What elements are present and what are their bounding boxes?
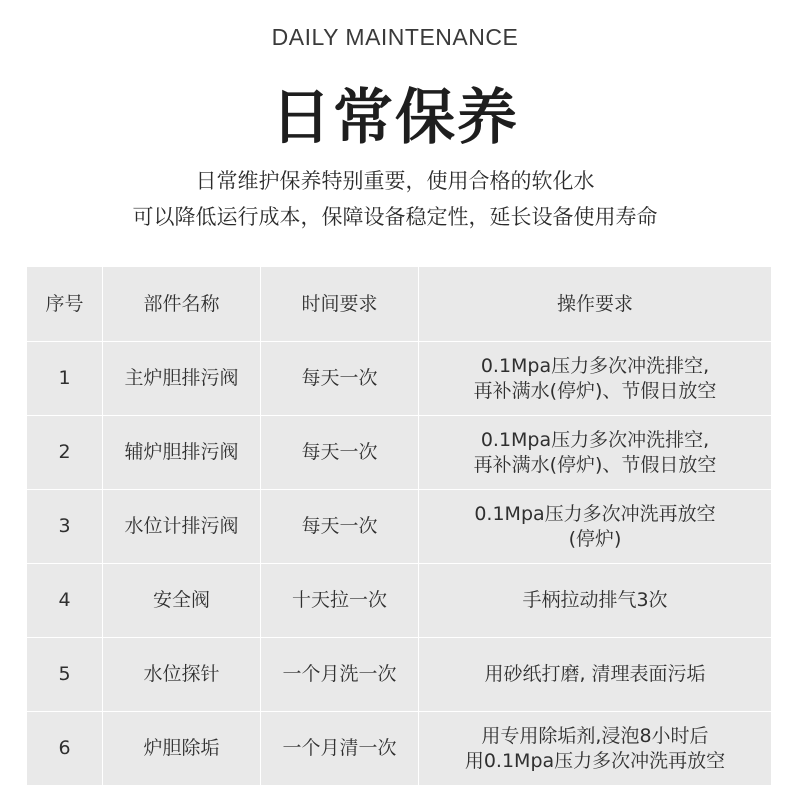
cell-time: 一个月洗一次: [261, 638, 419, 712]
table-row: [27, 490, 772, 564]
subtitle-english: DAILY MAINTENANCE: [271, 24, 519, 50]
table-row: [27, 564, 772, 638]
cell-no: 4: [27, 564, 103, 638]
operation-line: 用砂纸打磨, 清理表面污垢: [484, 663, 706, 685]
table-header-row: [27, 267, 772, 342]
cell-no: 5: [27, 638, 103, 712]
page-title: 日常保养: [271, 83, 519, 153]
cell-part: 主炉胆排污阀: [103, 342, 261, 416]
cell-operation: [419, 342, 772, 416]
operation-line: 0.1Mpa压力多次冲洗再放空: [474, 502, 716, 525]
description-line-1: 日常维护保养特别重要，使用合格的软化水: [195, 169, 595, 193]
cell-no: 1: [27, 342, 103, 416]
cell-time: 一个月清一次: [261, 712, 419, 786]
table-row: [27, 416, 772, 490]
table-row: [27, 638, 772, 712]
cell-part: 水位计排污阀: [103, 490, 261, 564]
table-row: [27, 342, 772, 416]
operation-line: 再补满水(停炉)、节假日放空: [473, 453, 717, 476]
cell-operation: [419, 564, 772, 638]
cell-no: 3: [27, 490, 103, 564]
operation-line: 用专用除垢剂,浸泡8小时后: [481, 724, 709, 747]
cell-part: 辅炉胆排污阀: [103, 416, 261, 490]
operation-line: 手柄拉动排气3次: [522, 589, 668, 611]
operation-line: 用0.1Mpa压力多次冲洗再放空: [464, 749, 726, 772]
operation-line: 0.1Mpa压力多次冲洗排空,: [480, 428, 710, 451]
cell-operation: [419, 490, 772, 564]
cell-no: 2: [27, 416, 103, 490]
cell-operation: [419, 638, 772, 712]
header-time-requirement: 时间要求: [261, 267, 419, 342]
operation-line: (停炉): [568, 527, 622, 550]
operation-line: 再补满水(停炉)、节假日放空: [473, 379, 717, 402]
cell-time: 十天拉一次: [261, 564, 419, 638]
cell-no: 6: [27, 712, 103, 786]
cell-part: 水位探针: [103, 638, 261, 712]
table-row: [27, 712, 772, 786]
cell-operation: [419, 712, 772, 786]
operation-line: 0.1Mpa压力多次冲洗排空,: [480, 354, 710, 377]
cell-time: 每天一次: [261, 342, 419, 416]
description-line-2: 可以降低运行成本，保障设备稳定性，延长设备使用寿命: [132, 205, 658, 229]
header-part-name: 部件名称: [103, 267, 261, 342]
cell-time: 每天一次: [261, 490, 419, 564]
cell-part: 安全阀: [103, 564, 261, 638]
cell-time: 每天一次: [261, 416, 419, 490]
header-no: 序号: [27, 267, 103, 342]
cell-part: 炉胆除垢: [103, 712, 261, 786]
cell-operation: [419, 416, 772, 490]
header-operation-requirement: 操作要求: [419, 267, 772, 342]
maintenance-table: [26, 266, 772, 786]
